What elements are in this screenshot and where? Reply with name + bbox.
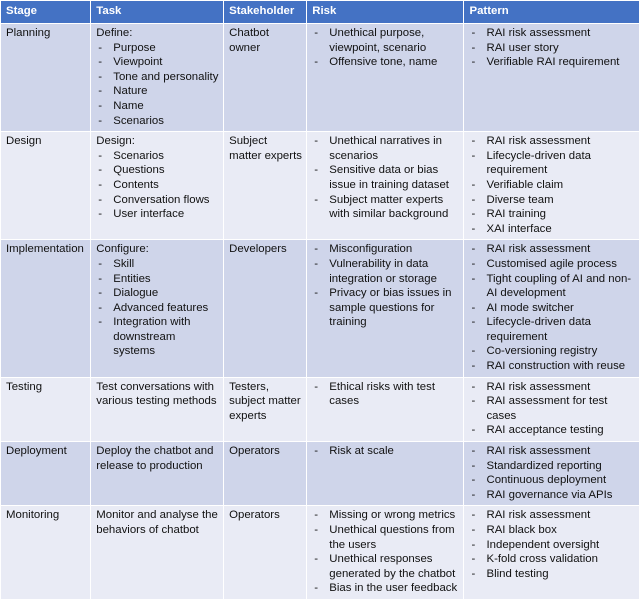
risk-list	[312, 380, 459, 409]
risk-list	[312, 242, 459, 330]
pattern-item: - RAI governance via APIs	[469, 488, 635, 503]
risk-cell	[307, 377, 464, 441]
pattern-item: - RAI assessment for test cases	[469, 394, 635, 423]
task-item: - User interface	[96, 207, 219, 222]
risk-item: - Unethical responses generated by the chatbot	[312, 552, 459, 581]
pattern-list	[469, 380, 635, 438]
table-row	[1, 442, 640, 506]
risk-item: - Subject matter experts with similar background	[312, 193, 459, 222]
pattern-list	[469, 242, 635, 373]
task-list	[96, 149, 219, 222]
stakeholder-cell: Chatbot owner	[224, 24, 307, 132]
task-item: - Questions	[96, 163, 219, 178]
risk-item: - Ethical risks with test cases	[312, 380, 459, 409]
task-item: - Contents	[96, 178, 219, 193]
table-row	[1, 240, 640, 377]
risk-list	[312, 26, 459, 70]
pattern-item: - RAI risk assessment	[469, 380, 635, 395]
risk-list	[312, 134, 459, 222]
stakeholder-cell: Testers, subject matter experts	[224, 377, 307, 441]
pattern-cell	[464, 24, 640, 132]
pattern-item: - RAI construction with reuse	[469, 359, 635, 374]
task-intro: Monitor and analyse the behaviors of chatbot	[96, 509, 218, 536]
risk-cell	[307, 442, 464, 506]
pattern-list	[469, 26, 635, 70]
stage-cell: Deployment	[1, 442, 91, 506]
stage-cell: Implementation	[1, 240, 91, 377]
pattern-cell	[464, 132, 640, 240]
header-risk: Risk	[307, 1, 464, 24]
pattern-item: - RAI risk assessment	[469, 26, 635, 41]
task-cell	[91, 240, 224, 377]
risk-item: - Vulnerability in data integration or storage	[312, 257, 459, 286]
pattern-cell	[464, 506, 640, 600]
pattern-item: - Continuous deployment	[469, 473, 635, 488]
pattern-item: - RAI risk assessment	[469, 444, 635, 459]
pattern-item: - Tight coupling of AI and non-AI development	[469, 272, 635, 301]
table-row	[1, 132, 640, 240]
task-item: - Nature	[96, 84, 219, 99]
task-item: - Entities	[96, 272, 219, 287]
risk-item: - Unethical purpose, viewpoint, scenario	[312, 26, 459, 55]
task-item: - Advanced features	[96, 301, 219, 316]
pattern-cell	[464, 442, 640, 506]
pattern-item: - RAI risk assessment	[469, 134, 635, 149]
task-list	[96, 41, 219, 129]
pattern-cell	[464, 240, 640, 377]
pattern-list	[469, 134, 635, 236]
task-cell	[91, 132, 224, 240]
pattern-item: - Verifiable RAI requirement	[469, 55, 635, 70]
stakeholder-cell: Operators	[224, 506, 307, 600]
risk-cell	[307, 24, 464, 132]
risk-list	[312, 444, 459, 459]
task-item: - Scenarios	[96, 149, 219, 164]
table-row	[1, 506, 640, 600]
risk-item: - Misconfiguration	[312, 242, 459, 257]
pattern-item: - RAI training	[469, 207, 635, 222]
task-item: - Viewpoint	[96, 55, 219, 70]
task-intro: Test conversations with various testing methods	[96, 380, 217, 408]
task-cell	[91, 506, 224, 600]
pattern-item: - Verifiable claim	[469, 178, 635, 193]
risk-cell	[307, 506, 464, 600]
header-stakeholder: Stakeholder	[224, 1, 307, 24]
pattern-item: - Standardized reporting	[469, 459, 635, 474]
task-item: - Skill	[96, 257, 219, 272]
risk-list	[312, 508, 459, 596]
stage-cell: Monitoring	[1, 506, 91, 600]
risk-item: - Privacy or bias issues in sample questions for training	[312, 286, 459, 330]
task-cell	[91, 377, 224, 441]
pattern-item: - Customised agile process	[469, 257, 635, 272]
task-item: - Integration with downstream systems	[96, 315, 219, 359]
stage-cell: Planning	[1, 24, 91, 132]
task-item: - Scenarios	[96, 114, 219, 129]
risk-cell	[307, 132, 464, 240]
pattern-item: - XAI interface	[469, 222, 635, 237]
pattern-item: - RAI risk assessment	[469, 242, 635, 257]
task-intro: Design:	[96, 135, 135, 148]
header-stage: Stage	[1, 1, 91, 24]
risk-cell	[307, 240, 464, 377]
task-intro: Define:	[96, 27, 133, 39]
pattern-item: - Diverse team	[469, 193, 635, 208]
task-cell	[91, 442, 224, 506]
pattern-list	[469, 508, 635, 581]
header-pattern: Pattern	[464, 1, 640, 24]
stakeholder-cell: Subject matter experts	[224, 132, 307, 240]
header-row	[1, 1, 640, 24]
task-item: - Tone and personality	[96, 70, 219, 85]
task-item: - Conversation flows	[96, 193, 219, 208]
stage-cell: Testing	[1, 377, 91, 441]
task-item: - Purpose	[96, 41, 219, 56]
table-row	[1, 24, 640, 132]
pattern-item: - RAI user story	[469, 41, 635, 56]
pattern-item: - Lifecycle-driven data requirement	[469, 315, 635, 344]
header-task: Task	[91, 1, 224, 24]
pattern-item: - K-fold cross validation	[469, 552, 635, 567]
pattern-item: - Blind testing	[469, 567, 635, 582]
risk-item: - Unethical narratives in scenarios	[312, 134, 459, 163]
pattern-item: - RAI risk assessment	[469, 508, 635, 523]
risk-item: - Sensitive data or bias issue in training dataset	[312, 163, 459, 192]
task-item: - Dialogue	[96, 286, 219, 301]
risk-item: - Risk at scale	[312, 444, 459, 459]
pattern-list	[469, 444, 635, 502]
stage-cell: Design	[1, 132, 91, 240]
pattern-item: - RAI acceptance testing	[469, 423, 635, 438]
pattern-item: - Independent oversight	[469, 538, 635, 553]
risk-item: - Missing or wrong metrics	[312, 508, 459, 523]
risk-item: - Offensive tone, name	[312, 55, 459, 70]
pattern-item: - Lifecycle-driven data requirement	[469, 149, 635, 178]
stakeholder-cell: Developers	[224, 240, 307, 377]
risk-item: - Bias in the user feedback	[312, 581, 459, 596]
task-item: - Name	[96, 99, 219, 114]
stakeholder-cell: Operators	[224, 442, 307, 506]
pattern-item: - Co-versioning registry	[469, 344, 635, 359]
table-body	[1, 24, 640, 600]
task-list	[96, 257, 219, 359]
pattern-cell	[464, 377, 640, 441]
pattern-item: - RAI black box	[469, 523, 635, 538]
task-cell	[91, 24, 224, 132]
pattern-item: - AI mode switcher	[469, 301, 635, 316]
task-intro: Configure:	[96, 243, 149, 256]
table-row	[1, 377, 640, 441]
risk-item: - Unethical questions from the users	[312, 523, 459, 552]
task-intro: Deploy the chatbot and release to production	[96, 445, 214, 472]
